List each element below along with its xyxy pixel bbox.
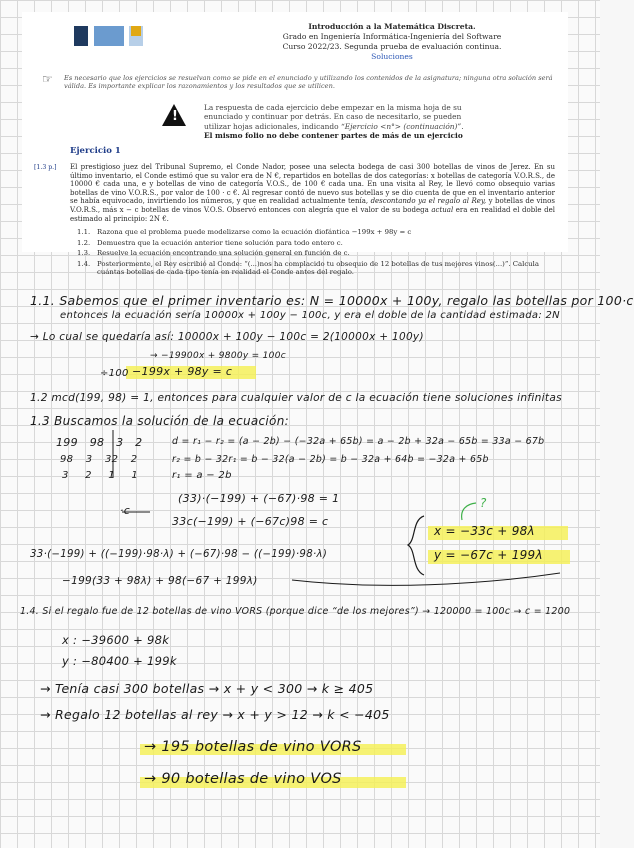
statement-text: El prestigioso juez del Tribunal Supremo, el Conde Nador, posee una selecta bodega de casi 300 botellas de vinos de Jerez. En su último inventario, el Conde estimó que su valor era de N €, repartidos en botellas de dos categorías: x botellas de categoría V.O.R.S., de 10000 € cada una, e y botellas de vino de categoría V.O.S., de 100 € cada una. En una visita al Rey, le llevó como obsequio varias botellas de vino V.O.R.S., por valor de 100 · c €. Al regresar contó de nuevo sus botellas y se dio cuenta de que en el inventario anterior se había equivocado, invirtiendo los números, y que en realidad actualmente tenía, [70,163,555,206]
warning-hand-icon: ☞ [42,72,53,86]
eq-check: (33)·(−199) + (−67)·98 = 1 [178,492,340,505]
answer-1-3-title: 1.3 Buscamos la solución de la ecuación: [30,414,289,428]
dot-c: ·c [120,504,131,517]
eq-d: d = r₁ − r₂ = (a − 2b) − (−32a + 65b) = a − 2b + 32a − 65b = 33a − 67b [172,436,545,447]
subquestion-number: 1.1. [77,228,91,236]
euclid-row-2: 98 3 32 2 [60,454,138,465]
y-value: y : −80400 + 199k [62,654,177,668]
warning-line: La respuesta de cada ejercicio debe empezar en la misma hoja de su [204,103,462,112]
exercise-title: Ejercicio 1 [70,146,121,156]
euclid-row-1: 199 98 3 2 [56,436,143,449]
subquestion-number: 1.3. [77,249,91,258]
statement-italic: actual [431,205,454,214]
subquestion-text: Posteriormente, el Rey escribió al Conde: “(...)nos ha complacido tu obsequio de 12 botellas de tus mejores vinos(...)”. Calcula cuántas botellas de cada tipo tenía en realidad el Conde antes del regalo. [97,259,539,277]
warning-line: enunciado y continuar por detrás. En caso de necesitarlo, se pueden [204,112,462,122]
eq-r2: r₂ = b − 32r₁ = b − 32(a − 2b) = b − 32a + 64b = −32a + 65b [172,454,489,465]
answer-1-2: 1.2 mcd(199, 98) = 1, entonces para cualquier valor de c la ecuación tiene soluciones infinitas [30,392,562,404]
warning-icon: ! [162,104,186,126]
brace-stroke [408,516,424,575]
warning-continuation: “Ejercicio <n°> (continuación)”. [340,121,464,131]
course-year: Curso 2022/23. Segunda prueba de evaluación continua. [282,42,502,51]
final-answer-vors: → 195 botellas de vino VORS [144,739,362,755]
subquestion-text: Razona que el problema puede modelizarse como la ecuación diofántica −199x + 98y = c [97,228,412,236]
answer-1-4: 1.4. Si el regalo fue de 12 botellas de vino VORS (porque dice “de los mejores”) → 120000 = 100c → c = 1200 [20,606,571,617]
green-arrow [462,503,476,520]
x-value: x : −39600 + 98k [62,633,170,647]
warning-text-part: utilizar hojas adicionales, indicando [204,121,339,131]
statement-text: y botellas de vinos V.O.R.S., más x − c botellas de vinos V.O.S. Observó entonces con alegría que el valor de su bodega [70,197,555,214]
eq-c: 33c(−199) + (−67c)98 = c [172,515,329,528]
verification-line-1: 33·(−199) + ((−199)·98·λ) + (−67)·98 − ((−199)·98·λ) [30,549,328,560]
euclid-row-3: 3 2 1 1 [62,470,139,481]
exercise-points: [1.3 p.] [34,164,57,171]
solutions-label: Soluciones [371,52,413,61]
degree-name: Grado en Ingeniería Informática-Ingeniería del Software [282,32,502,41]
subquestion-text: Demuestra que la ecuación anterior tiene solución para todo entero c. [97,238,343,247]
course-title: Introducción a la Matemática Discreta. [308,22,476,31]
answer-1-1-division: ÷100 [100,368,129,379]
statement-italic: descontando ya el regalo al Rey, [370,197,487,206]
final-answer-vos: → 90 botellas de vino VOS [144,771,342,787]
warning-bold: El mismo folio no debe contener partes de más de un ejercicio [204,131,463,141]
answer-1-1-line-2: entonces la ecuación sería 10000x + 100y − 100c, y era el doble de la cantidad estimada: 2N [60,310,560,321]
condition-2: → Regalo 12 botellas al rey → x + y > 12 → k < −405 [40,707,390,722]
eq-r1: r₁ = a − 2b [172,470,232,481]
general-solution-x: x = −33c + 98λ [434,524,535,538]
answer-1-1-line-3: → Lo cual se quedaría así: 10000x + 100y − 100c = 2(10000x + 100y) [30,331,424,343]
instructions-note: Es necesario que los ejercicios se resuelvan como se pide en el enunciado y utilizando los contenidos de la asignatura; ninguna otra solución será válida. Es importante explicar los razonamientos y los resultados que se utilicen. [64,74,553,91]
statement-text: era en realidad el doble del estimado al principio: 2N €. [70,205,555,223]
subquestion-text: Resuelve la ecuación encontrando una solución general en función de c. [97,249,350,258]
condition-1: → Tenía casi 300 botellas → x + y < 300 → k ≥ 405 [40,681,374,696]
arrow-stroke [292,573,560,585]
answer-1-1-result: −199x + 98y = c [132,365,233,378]
answer-1-1-line-4: → −19900x + 9800y = 100c [150,351,286,361]
subquestion-number: 1.4. [77,259,91,268]
verification-line-2: −199(33 + 98λ) + 98(−67 + 199λ) [62,575,258,587]
answer-1-1-line-1: 1.1. Sabemos que el primer inventario es: N = 10000x + 100y, regalo las botellas por 100·c [30,293,634,308]
general-solution-y: y = −67c + 199λ [434,548,543,562]
subquestion-number: 1.2. [77,238,91,247]
question-mark: ? [480,496,487,510]
